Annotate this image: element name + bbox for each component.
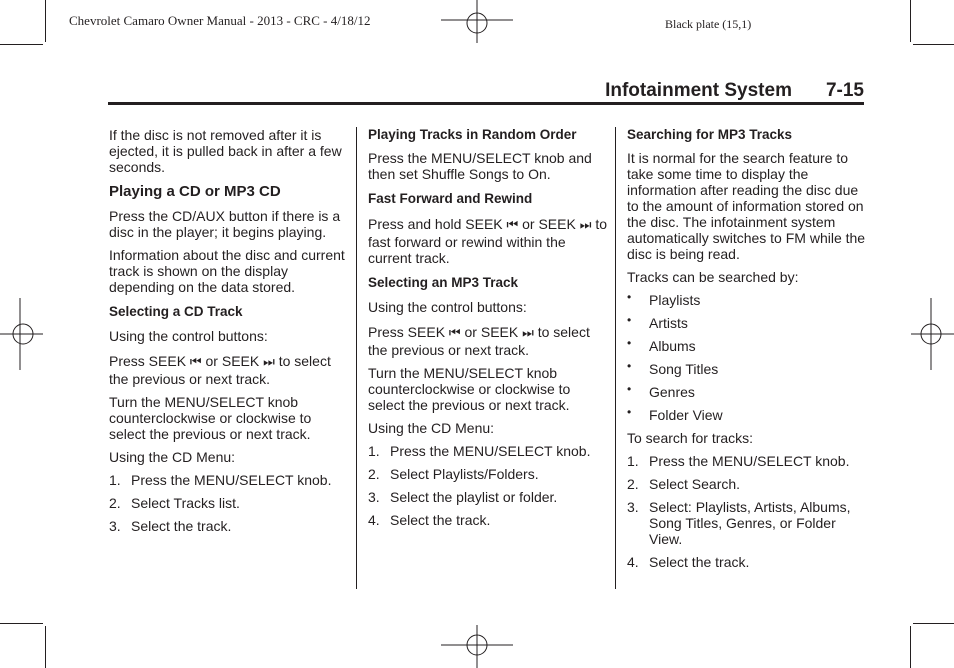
- bullet-text: Folder View: [649, 407, 723, 423]
- registration-mark-top: [441, 0, 513, 43]
- seek-forward-icon: ⏭: [522, 326, 534, 341]
- bullet-item: • Folder View: [627, 405, 723, 423]
- list-item: [627, 499, 867, 547]
- text: Press and hold SEEK: [368, 216, 503, 232]
- paragraph: Using the CD Menu:: [109, 449, 236, 465]
- seek-back-icon: ⏮: [506, 218, 519, 233]
- seek-back-icon: ⏮: [189, 355, 202, 370]
- list-number: 2.: [368, 466, 380, 482]
- list-number: 3.: [627, 499, 639, 515]
- text: or SEEK: [205, 353, 260, 369]
- paragraph: [368, 324, 608, 358]
- column-divider: [615, 127, 616, 589]
- text: to fast forward or rewind within the current track.: [368, 216, 607, 266]
- list-item: [109, 472, 347, 488]
- column-divider: [356, 127, 357, 589]
- list-number: 1.: [627, 453, 639, 469]
- bullet-text: Song Titles: [649, 361, 719, 377]
- header-doc-info: Chevrolet Camaro Owner Manual - 2013 - CRC - 4/18/12: [69, 13, 371, 28]
- seek-forward-icon: ⏭: [263, 355, 275, 370]
- bullet-item: • Artists: [627, 313, 688, 331]
- column-2: [368, 127, 608, 528]
- paragraph: Using the control buttons:: [368, 299, 527, 315]
- paragraph: [368, 216, 608, 266]
- list-text: Select the playlist or folder.: [390, 489, 558, 505]
- column-3: [627, 127, 867, 570]
- list-item: [627, 554, 867, 570]
- list-text: Select: Playlists, Artists, Albums, Song Titles, Genres, or Folder View.: [649, 499, 851, 547]
- paragraph: To search for tracks:: [627, 430, 754, 446]
- bullet-item: • Albums: [627, 336, 696, 354]
- text: to select the previous or next track.: [109, 353, 331, 387]
- list-text: Select Search.: [649, 476, 741, 492]
- column-1: [109, 127, 347, 534]
- bullet-text: Artists: [649, 315, 688, 331]
- text: or SEEK: [522, 216, 576, 232]
- seek-forward-icon: ⏭: [579, 218, 592, 233]
- list-number: 4.: [627, 554, 639, 570]
- paragraph: Using the control buttons:: [109, 328, 268, 344]
- list-text: Press the MENU/SELECT knob.: [649, 453, 850, 469]
- paragraph: Turn the MENU/SELECT knob counterclockwise or clockwise to select the previous or next track.: [368, 365, 571, 413]
- paragraph: Press the CD/AUX button if there is a disc in the player; it begins playing.: [109, 208, 341, 240]
- subheading: Selecting an MP3 Track: [368, 275, 519, 290]
- list-number: 2.: [627, 476, 639, 492]
- list-item: [627, 453, 867, 469]
- list-item: [368, 443, 608, 459]
- list-item: [368, 466, 608, 482]
- list-number: 3.: [368, 489, 380, 505]
- list-text: Press the MENU/SELECT knob.: [390, 443, 591, 459]
- paragraph: Turn the MENU/SELECT knob counterclockwise or clockwise to select the previous or next track.: [109, 394, 312, 442]
- bullet-item: • Genres: [627, 382, 695, 400]
- registration-mark-right: [911, 298, 954, 370]
- text: Press SEEK: [368, 324, 446, 340]
- list-text: Select the track.: [390, 512, 491, 528]
- list-text: Select Playlists/Folders.: [390, 466, 539, 482]
- paragraph: It is normal for the search feature to take some time to display the information after reading the disc due to the amount of information stored on the disc. The infotainment system automatically switches to FM while the disc is being read.: [627, 150, 866, 262]
- list-item: [368, 512, 608, 528]
- paragraph: [109, 353, 347, 387]
- paragraph: Information about the disc and current track is shown on the display depending on the data stored.: [109, 247, 345, 295]
- paragraph: Using the CD Menu:: [368, 420, 495, 436]
- list-text: Press the MENU/SELECT knob.: [131, 472, 332, 488]
- bullet-text: Genres: [649, 384, 695, 400]
- list-number: 1.: [109, 472, 121, 488]
- text: to select the previous or next track.: [368, 324, 590, 358]
- paragraph: If the disc is not removed after it is ejected, it is pulled back in after a few seconds.: [109, 127, 342, 175]
- text: Press SEEK: [109, 353, 187, 369]
- list-item: [368, 489, 608, 505]
- list-item: [109, 495, 347, 511]
- bullet-item: • Playlists: [627, 290, 701, 308]
- list-item: [109, 518, 347, 534]
- seek-back-icon: ⏮: [448, 326, 461, 341]
- registration-mark-left: [0, 298, 43, 370]
- bullet-item: • Song Titles: [627, 359, 719, 377]
- subheading: Selecting a CD Track: [109, 304, 243, 319]
- list-text: Select the track.: [649, 554, 750, 570]
- subheading: Searching for MP3 Tracks: [627, 127, 793, 142]
- page-number: 7-15: [825, 80, 864, 101]
- list-number: 1.: [368, 443, 380, 459]
- bullet-text: Albums: [649, 338, 696, 354]
- subheading: Fast Forward and Rewind: [368, 191, 533, 206]
- section-title: Infotainment System: [605, 80, 792, 101]
- list-number: 3.: [109, 518, 121, 534]
- text: or SEEK: [464, 324, 519, 340]
- list-number: 2.: [109, 495, 121, 511]
- header-plate-info: Black plate (15,1): [665, 17, 752, 31]
- list-number: 4.: [368, 512, 380, 528]
- subheading: Playing Tracks in Random Order: [368, 127, 577, 142]
- list-text: Select Tracks list.: [131, 495, 240, 511]
- registration-mark-bottom: [441, 625, 513, 668]
- list-item: [627, 476, 867, 492]
- heading-rule: [108, 102, 864, 105]
- bullet-text: Playlists: [649, 292, 701, 308]
- paragraph: Press the MENU/SELECT knob and then set Shuffle Songs to On.: [368, 150, 592, 182]
- section-heading: Playing a CD or MP3 CD: [109, 183, 281, 200]
- paragraph: Tracks can be searched by:: [627, 269, 799, 285]
- list-text: Select the track.: [131, 518, 232, 534]
